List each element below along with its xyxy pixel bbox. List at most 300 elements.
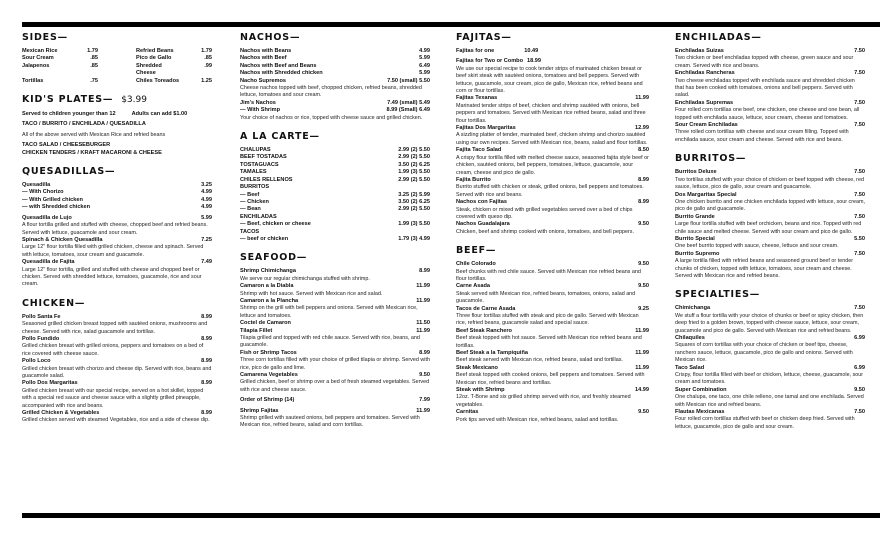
item-name: Fajitas for one (456, 48, 495, 54)
item-price: 11.99 (416, 327, 430, 334)
menu-item (240, 214, 430, 221)
menu-item (240, 177, 430, 184)
item-price: 7.25 (201, 236, 212, 243)
item-name: Chilaquiles (675, 335, 705, 341)
menu-item (675, 100, 865, 107)
menu-item (456, 409, 649, 416)
item-description: Beef chunks with red chile sauce. Served with Mexican rice refried beans and flour tortillas. (456, 268, 641, 282)
item-name: Burrito Special (675, 235, 715, 242)
item-price: 7.50 (854, 122, 865, 129)
item-description: We use our special recipe to cook tender strips of marinated chicken breast or beef skirt steak with sautéed onions, tomatoes and bell peppers. Served with lettuce, guacamole, sour cream, pico de gallo, Mexican rice, refried beans and corn or flour tortillas. (456, 65, 643, 95)
item-description: Three corn tortillas filled with your choice of grilled tilapia or shrimp. Served with rice, pico de gallo and lime. (240, 357, 430, 371)
menu-item (240, 63, 430, 70)
menu-item (675, 387, 865, 394)
item-price: 9.50 (638, 221, 649, 228)
section-specialties (675, 289, 865, 431)
section-title-beef: BEEF— (456, 245, 497, 257)
side-item-price: 1.25 (201, 77, 212, 84)
item-name: Nacho Supremos (240, 77, 287, 84)
item-name: — With Chorizo (22, 189, 64, 196)
menu-item (240, 268, 430, 275)
item-price: 9.50 (854, 386, 865, 393)
item-price: 9.50 (638, 261, 649, 268)
section-title-seafood: SEAFOOD— (240, 252, 308, 264)
menu-item (240, 397, 430, 404)
menu-item (456, 177, 649, 184)
section-chicken (22, 298, 212, 425)
side-item-name: Sour Cream (22, 55, 54, 62)
kids-price: $3.99 (121, 95, 147, 106)
menu-item (456, 365, 649, 372)
item-price: 8.99 (201, 410, 212, 417)
item-name: Steak Mexicano (456, 364, 498, 371)
item-price: 7.50 (854, 169, 865, 176)
item-price: 7.49 (small) 5.49 (387, 99, 430, 106)
menu-column-2 (240, 32, 430, 439)
menu-item (240, 48, 430, 55)
item-name: Enchiladas Suizas (675, 48, 724, 54)
menu-item (240, 372, 430, 379)
item-name: Camarena Vegetables (240, 372, 298, 379)
item-price: 7.99 (419, 397, 430, 404)
item-name: BEEF TOSTADAS (240, 154, 287, 161)
item-price: 2.99 (2) 5.50 (398, 154, 430, 161)
item-description: A large tortilla filled with refried beans and seasoned ground beef or tender chunks of chicken, topped with lettuce, tomatoes, sour cream and cheese. Served with Mexican rice and refried beans. (675, 258, 854, 279)
kids-options-note: All of the above served with Mexican Rice and refried beans (22, 131, 166, 138)
item-name: Enchiladas Rancheras (675, 70, 735, 77)
item-price: 1.79 (3) 4.99 (398, 235, 430, 242)
item-price: 9.50 (638, 283, 649, 290)
section-kids-plates (22, 94, 212, 157)
item-description: Two chicken or beef enchiladas topped with cheese, green sauce and sour cream. Served with rice and beans. (675, 55, 854, 69)
item-name: Chile Colorado (456, 261, 496, 268)
menu-item (456, 147, 649, 154)
item-description: Four rolled corn tortillas one beef, one chicken, one cheese and one bean, all topped with enchilada sauce, lettuce, sour cream, cheese and tomatoes. (675, 107, 860, 121)
menu-item (675, 169, 865, 176)
item-price: 7.50 (854, 409, 865, 416)
menu-item (240, 184, 430, 191)
item-name: Fish or Shrimp Tacos (240, 349, 297, 356)
item-description: A crispy flour tortilla filled with melted cheese sauce, seasoned fajita style beef or chicken, sautéed onions, bell peppers, tomatoes, lettuce, guacamole, sour cream, cheese and pico de gallo. (456, 154, 649, 176)
section-seafood (240, 252, 430, 430)
item-price: 2.99 (2) 5.50 (398, 147, 430, 154)
item-description: A flour tortilla grilled and stuffed with cheese, chopped beef and refried beans. Served with lettuce, guacamole and sour cream. (22, 222, 208, 236)
menu-item (456, 387, 649, 394)
section-burritos (675, 153, 865, 280)
top-divider-rule (22, 22, 880, 27)
item-description: Grilled chicken breast with chorizo and cheese dip. Served with rice, beans and guacamole salad. (22, 365, 212, 379)
item-description: Seasoned grilled chicken breast topped with sautéed onions, mushrooms and cheese. Served with rice, salad guacamole and tortillas. (22, 321, 208, 335)
item-price: 8.99 (638, 199, 649, 206)
item-price: 9.50 (638, 409, 649, 416)
item-name: Dos Margaritas Special (675, 191, 737, 198)
item-name: Burrito Supremo (675, 250, 720, 257)
item-price: 8.99 (201, 313, 212, 320)
menu-item (240, 100, 430, 107)
side-item-name: Refried Beans (136, 48, 174, 54)
item-name: TAMALES (240, 169, 267, 176)
menu-item (456, 95, 649, 102)
menu-item (22, 380, 212, 387)
item-price: 3.25 (2) 5.99 (398, 191, 430, 198)
menu-item (240, 320, 430, 327)
item-name: Camaron a la Diabla (240, 283, 294, 290)
menu-item (240, 350, 430, 357)
item-price: 4.99 (201, 189, 212, 196)
item-price: 2.99 (2) 5.50 (398, 176, 430, 183)
item-price: 8.99 (201, 380, 212, 387)
item-price: 11.50 (416, 320, 430, 327)
item-price: 7.50 (854, 213, 865, 220)
item-name: — Chicken (240, 198, 269, 205)
item-description: We stuff a flour tortilla with your choice of chunks or beef or spicy chicken, then deep fried to a golden brown, topped with cheese sauce, lettuce, sour cream, guacamole and pico de gallo. Served with Mexican rice and refried beans. (675, 312, 864, 334)
item-name: CHILES RELLENOS (240, 176, 293, 183)
menu-item (675, 192, 865, 199)
item-price: 14.99 (635, 387, 649, 394)
menu-item (675, 365, 865, 372)
menu-item (675, 236, 865, 243)
item-name: Fajitas Dos Margaritas (456, 125, 516, 132)
item-name: — With Shrimp (240, 107, 281, 114)
item-description: A sizzling platter of tender, marinated beef, chicken shrimp and chorizo sautéed using our own recipes. Served with Mexican rice, beans, salad and flour tortillas. (456, 132, 648, 146)
item-price: 8.99 (419, 349, 430, 356)
item-name: Tilapia Fillet (240, 327, 273, 334)
item-price: 7.50 (small) 5.50 (387, 77, 430, 84)
section-title-burritos: BURRITOS— (675, 153, 747, 165)
item-price: 7.49 (201, 259, 212, 266)
item-description: Three flour tortillas stuffed with steak and pico de gallo. Served with Mexican rice, refried beans, guacamole salad and special sauce. (456, 313, 639, 327)
section-title-sides: SIDES— (22, 32, 68, 43)
menu-item (22, 259, 212, 266)
menu-item (240, 236, 430, 243)
menu-item (240, 328, 430, 335)
item-price: 3.25 (201, 182, 212, 189)
section-quesadillas (22, 166, 212, 289)
item-price: 3.50 (2) 6.25 (398, 161, 430, 168)
item-name: Flautas Mexicanas (675, 409, 725, 416)
item-price: 11.99 (416, 283, 430, 290)
item-name: — Beef, chicken or cheese (240, 221, 311, 228)
item-price: 9.25 (638, 305, 649, 312)
item-name: BURRITOS (240, 184, 270, 191)
menu-item (675, 251, 865, 258)
item-description: One beef burrito topped with sauce, cheese, lettuce and sour cream. (675, 243, 839, 250)
menu-item (22, 410, 212, 417)
menu-item (456, 48, 649, 55)
item-price: 8.99 (638, 176, 649, 183)
item-price: 4.99 (201, 204, 212, 211)
side-item-price: 1.79 (201, 48, 212, 54)
side-item-name: Mexican Rice (22, 48, 58, 54)
item-price: 5.99 (201, 214, 212, 221)
menu-item (22, 197, 212, 204)
item-name: Nachos Guadalajara (456, 221, 510, 228)
item-description: Shrimp with hot sauce. Served with Mexican rice and salad. (240, 290, 383, 297)
item-price: 8.99 (201, 335, 212, 342)
menu-item (675, 122, 865, 129)
menu-item (22, 189, 212, 196)
item-name: Super Combination (675, 386, 727, 393)
item-description: Two tortillas stuffed with your choice of chicken or beef topped with cheese, red sauce, lettuce, pico de gallo, sour cream and guacamole. (675, 176, 864, 191)
item-description: Large flour tortilla stuffed with beef orchicken, beans and rice. Topped with red chile sauce and melted cheese. Served with sour cream and pico de gallo. (675, 221, 862, 235)
menu-item (22, 204, 212, 211)
item-name: Burritos Deluxe (675, 169, 717, 176)
menu-item (22, 182, 212, 189)
menu-item (240, 192, 430, 199)
section-nachos (240, 32, 430, 122)
item-name: Coctel de Camaron (240, 320, 291, 327)
menu-item (22, 215, 212, 222)
menu-item (240, 169, 430, 176)
section-sides (22, 32, 212, 85)
menu-column-3 (456, 32, 649, 433)
menu-column-4 (675, 32, 865, 440)
item-description: One chalupa, one taco, one chile relleno, one tamal and one enchilada. Served with Mexican rice and refried beans. (675, 394, 864, 408)
menu-item (456, 306, 649, 313)
item-name: Shrimp Fajitas (240, 407, 279, 414)
item-name: Fajitas Texanas (456, 95, 498, 102)
side-item-price: .85 (90, 55, 98, 62)
menu-item (240, 55, 430, 62)
item-price: 7.50 (854, 250, 865, 257)
item-price: 2.99 (2) 5.50 (398, 206, 430, 213)
side-item-price: .85 (204, 55, 212, 62)
item-price: 6.99 (854, 364, 865, 371)
item-price: 8.99 (419, 268, 430, 275)
item-name: Quesadilla de Lujo (22, 214, 72, 221)
item-description: Grilled chicken breast with our special recipe, served on a hot skillet, topped with a special red sauce and cheese sauce with a slightly grilled pineapple, accompanied with rice and beans. (22, 387, 204, 409)
menu-item (240, 408, 430, 415)
item-description: Pork tips served with Mexican rice, refried beans, salad and tortillas. (456, 416, 619, 423)
menu-item (22, 314, 212, 321)
item-name: — Beef (240, 191, 260, 198)
menu-column-1 (22, 32, 212, 434)
menu-item (240, 78, 430, 85)
section-enchiladas (675, 32, 865, 144)
item-price: 11.99 (635, 350, 649, 357)
item-name: Fajita Taco Salad (456, 147, 502, 154)
menu-item (675, 214, 865, 221)
item-description: Beef steak topped with hot sauce. Served with Mexican rice refried beans and tortillas. (456, 335, 642, 349)
item-description: Tilapia grilled and topped with red chile sauce. Served with rice, beans, and guacamole. (240, 335, 420, 349)
menu-item (456, 283, 649, 290)
item-description: 12oz. T-Bone and six grilled shrimp served with rice, and freshly steamed vegetables. (456, 394, 631, 408)
menu-item (456, 328, 649, 335)
item-name: Burrito Grande (675, 213, 715, 220)
item-name: — With Grilled chicken (22, 196, 83, 203)
section-title-kids (22, 94, 212, 106)
menu-item (456, 350, 649, 357)
section-fajitas (456, 32, 649, 236)
item-description: We serve our regular chimichanga stuffed with shrimp. (240, 275, 370, 282)
side-item-price: 1.79 (87, 48, 98, 54)
section-beef (456, 245, 649, 424)
section-title-fajitas: FAJITAS— (456, 32, 512, 43)
item-name: Fajitas for Two or Combo (456, 58, 524, 65)
item-name: Quesadilla (22, 182, 51, 189)
item-price: 1.99 (3) 5.50 (398, 169, 430, 176)
kids-options-line-2: TACO SALAD / CHEESEBURGER (22, 142, 111, 149)
section-title-nachos: NACHOS— (240, 32, 301, 43)
menu-item (240, 70, 430, 77)
item-name: CHALUPAS (240, 147, 271, 154)
side-item-price: .85 (90, 62, 98, 69)
item-name: Chimichanga (675, 305, 711, 312)
kids-age-note: Served to children younger than 12 (22, 111, 116, 118)
item-price: 5.99 (419, 55, 430, 62)
menu-item (240, 154, 430, 161)
side-item-name: Chiles Toreados (136, 77, 180, 84)
item-description: Chicken, beef and shrimp cooked with onions, tomatoes, and bell peppers. (456, 228, 634, 235)
side-item-price: .99 (204, 62, 212, 69)
sides-grid (22, 48, 212, 85)
item-name: Grilled Chicken & Vegetables (22, 410, 100, 417)
side-item-name: Tortillas (22, 77, 44, 84)
section-title-quesadillas: QUESADILLAS— (22, 166, 116, 178)
item-price: 6.99 (854, 335, 865, 341)
item-price: 4.99 (201, 196, 212, 203)
item-price: 11.99 (635, 327, 649, 334)
item-price: 7.50 (854, 48, 865, 54)
item-description: One chicken burrito and one chicken enchilada topped with lettuce, sour cream, pico de gallo and guacamole. (675, 198, 865, 213)
item-price: 10.49 (524, 48, 539, 54)
item-price: 8.99 (Small) 6.49 (386, 107, 430, 114)
item-price: 11.99 (416, 407, 430, 414)
menu-item (240, 162, 430, 169)
menu-item (456, 221, 649, 228)
item-name: Pollo Loco (22, 358, 51, 365)
item-price: 5.50 (854, 235, 865, 242)
item-name: Steak with Shrimp (456, 387, 505, 394)
item-description: Shrimp grilled with sauteed onions, bell peppers and tomatoes. Served with Mexican rice, refried beans, salad and corn tortillas. (240, 415, 420, 429)
menu-item (22, 237, 212, 244)
item-name: Carne Asada (456, 283, 490, 290)
item-name: — Bean (240, 206, 261, 213)
item-name: Fajita Burrito (456, 176, 491, 183)
item-name: Nachos with Beans (240, 48, 292, 54)
menu-item (675, 409, 865, 416)
menu-item (675, 305, 865, 312)
menu-item (240, 107, 430, 114)
kids-notes (22, 111, 212, 118)
item-name: Spinach & Chicken Quesadilla (22, 236, 103, 243)
item-name: Tacos de Carne Asada (456, 305, 516, 312)
item-name: Carnitas (456, 409, 479, 416)
item-description: Crispy, flour tortilla filled with beef or chicken, lettuce, cheese, guacamole, sour cream and tomatoes. (675, 372, 864, 386)
item-name: TACOS (240, 228, 260, 235)
kids-options-line-3: CHICKEN TENDERS / KRAFT MACARONI & CHEESE (22, 149, 162, 156)
menu-item (22, 358, 212, 365)
item-description: Steak served with Mexican rice, refried beans, tomatoes, onions, salad and guacamole. (456, 290, 636, 305)
item-price: 1.99 (3) 5.50 (398, 221, 430, 228)
item-description: Cheese nachos topped with beef, chopped chicken, refried beans, shredded lettuce, tomatoes and sour cream. (240, 85, 422, 99)
kids-options-line-1: TACO / BURRITO / ENCHILADA / QUESADILLA (22, 121, 146, 128)
section-a-la-carte (240, 131, 430, 243)
item-name: Taco Salad (675, 364, 705, 371)
item-price: 11.99 (416, 297, 430, 304)
menu-item (675, 48, 865, 55)
item-name: Shrimp Chimichanga (240, 268, 296, 275)
item-name: Quesadilla de Fajita (22, 259, 75, 266)
item-description: Beef steak topped with cooked onions, bell peppers and tomatoes. Served with Mexican rice, refried beans and tortillas. (456, 372, 645, 386)
menu-item (240, 298, 430, 305)
item-price: 3.50 (2) 6.25 (398, 198, 430, 205)
item-name: ENCHILADAS (240, 213, 277, 220)
item-name: TOSTAGUACS (240, 161, 279, 168)
menu-item (22, 336, 212, 343)
menu-item (240, 221, 430, 228)
menu-item (456, 125, 649, 132)
item-name: Pollo Santa Fe (22, 313, 61, 320)
item-description: Beef steak served with Mexican rice, refried beans, salad and tortillas. (456, 357, 623, 364)
item-name: Camaron a la Plancha (240, 297, 299, 304)
item-price: 7.50 (854, 99, 865, 106)
item-description: Large 12" flour tortilla, grilled and stuffed with cheese and chopped beef or chicken. Served with shredded lettuce, tomatoes, guacamole, rice and sour cream. (22, 266, 202, 288)
item-name: Nachos with Beef (240, 55, 287, 62)
menu-item (456, 261, 649, 268)
item-name: Enchiladas Supremas (675, 99, 734, 106)
item-name: Order of Shrimp (14) (240, 397, 295, 404)
item-description: Squares of corn tortillas with your choice of chicken or beef tips, cheese, ranchero sauce, lettuce, guacamole, pico de gallo and onions. Served with Mexican rice. (675, 342, 853, 364)
item-name: — beef or chicken (240, 235, 289, 242)
bottom-divider-rule (22, 513, 880, 518)
kids-title-text: KID'S PLATES— (22, 94, 114, 106)
item-description: Your choice of nachos or rice, topped with cheese sauce and grilled chicken. (240, 114, 423, 121)
item-price: 7.50 (854, 70, 865, 77)
item-name: Beef Steak Ranchero (456, 327, 512, 334)
side-item-name: Shredded Cheese (136, 62, 162, 77)
item-price: 6.49 (419, 62, 430, 69)
menu-item (675, 70, 865, 77)
item-name: Nachos con Fajitas (456, 199, 507, 206)
item-name: Nachos with Beef and Beans (240, 62, 317, 69)
item-price: 8.99 (201, 358, 212, 365)
kids-adult-note: Adults can add $1.00 (131, 111, 188, 118)
side-item-price: .75 (90, 77, 98, 84)
item-price: 9.50 (419, 372, 430, 379)
item-name: Nachos with Shredded chicken (240, 70, 323, 77)
item-name: Pollo Dos Margaritas (22, 380, 78, 387)
item-price: 7.50 (854, 305, 865, 312)
menu-item (240, 283, 430, 290)
item-name: Sour Cream Enchiladas (675, 122, 738, 129)
menu-item (240, 229, 430, 236)
item-price: 11.99 (635, 95, 649, 102)
item-price: 12.99 (635, 125, 649, 132)
section-title-enchiladas: ENCHILADAS— (675, 32, 762, 43)
section-title-chicken: CHICKEN— (22, 297, 86, 309)
item-description: Two cheese enchiladas topped with enchilada sauce and shredded chicken that has been cooked with tomatoes, onions and bell peppers. Served with salad. (675, 77, 855, 99)
item-description: Large 12" flour tortilla filled with grilled chicken, cheese and spinach. Served with lettuce, tomatoes, sour cream and guacamole. (22, 244, 204, 258)
item-description: Shrimp on the grill with bell peppers and onions. Served with Mexican rice, lettuce and tomatoes. (240, 305, 418, 319)
item-description: Steak, chicken or mixed with grilled vegetables served over a bed of chips covered with queso dip. (456, 206, 633, 220)
side-item-name: Pico de Gallo (136, 55, 172, 62)
item-description: Four rolled corn tortillas stuffed with beef or chicken deep fried. Served with lettuce, guacamole, pico de gallo and sour cream. (675, 416, 855, 430)
item-price: 8.50 (638, 147, 649, 154)
item-price: 11.99 (635, 364, 649, 371)
item-description: Three rolled corn tortillas with cheese and sour cream filling. Topped with enchilada sauce, sour cream and cheese. Served with rice and beans. (675, 129, 849, 143)
section-title-a-la-carte: A LA CARTE— (240, 131, 320, 143)
item-description: Grilled chicken breast with grilled onions, peppers and tomatoes on a bed of rice covered with cheese sauce. (22, 343, 204, 357)
item-price: 18.99 (527, 58, 542, 65)
item-description: Grilled chicken served with steamed Vegetables, rice and a side of cheese dip. (22, 417, 210, 424)
menu-item (240, 199, 430, 206)
item-name: Beef Steak a la Tampiquiña (456, 350, 529, 357)
item-price: 4.99 (419, 48, 430, 54)
menu-item (456, 199, 649, 206)
side-item-name: Jalapenos (22, 62, 50, 69)
item-price: 7.50 (854, 191, 865, 198)
